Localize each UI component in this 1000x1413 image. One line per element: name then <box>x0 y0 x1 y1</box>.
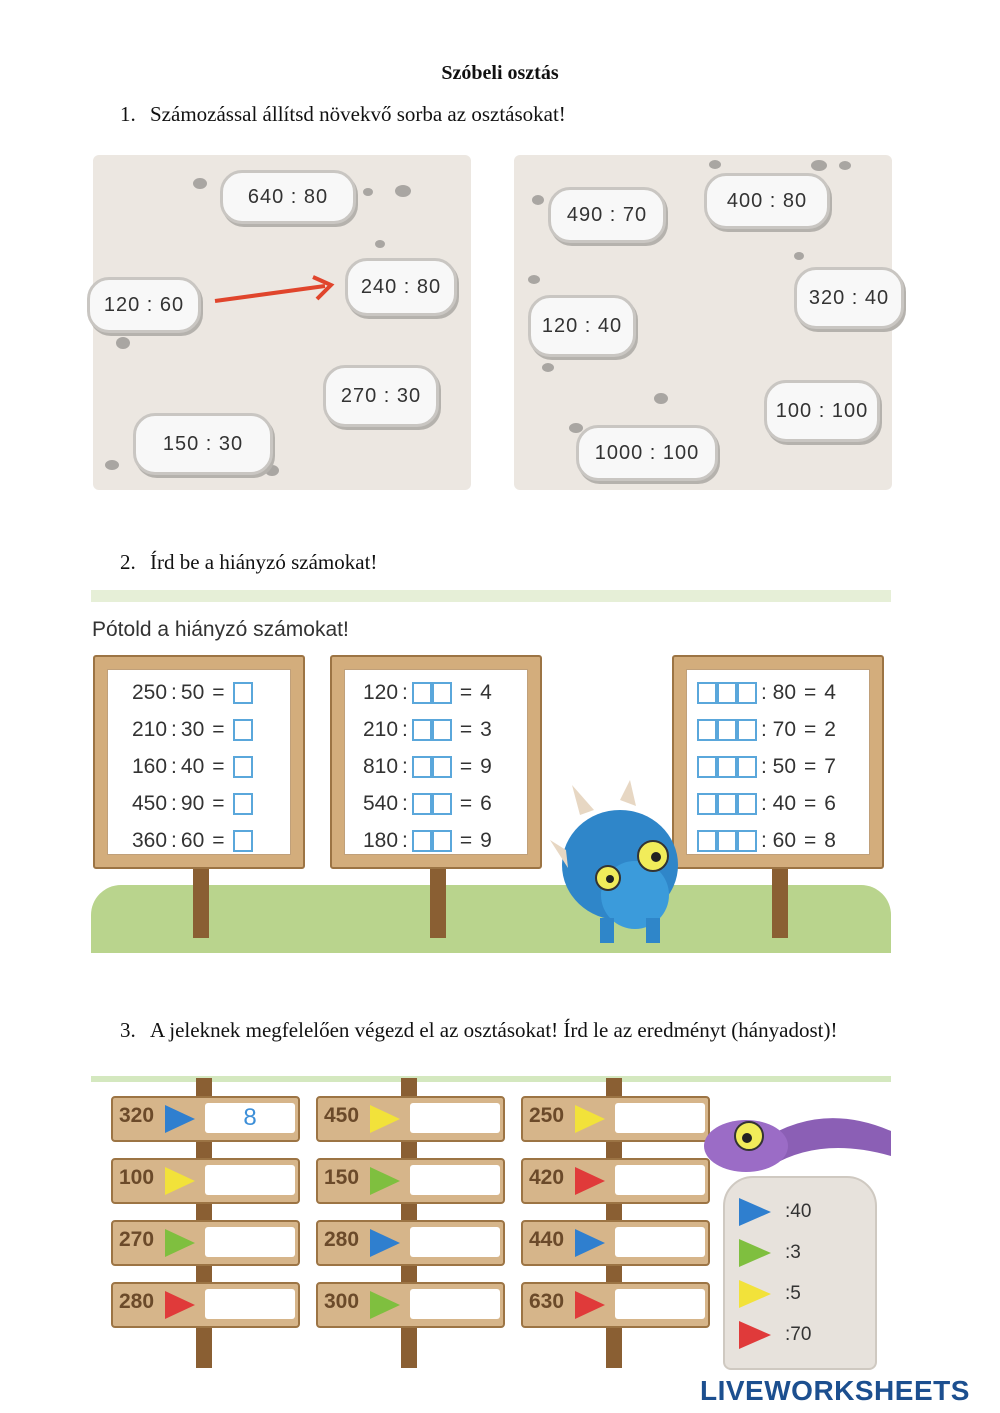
divisor: : 60 <box>761 829 797 852</box>
divisor: 40 <box>180 755 205 778</box>
divisor: : 80 <box>761 681 797 704</box>
answer-field[interactable] <box>410 1289 500 1319</box>
key-row <box>739 1237 801 1269</box>
equals-sign: = <box>459 681 473 704</box>
divisor: 30 <box>180 718 205 741</box>
dividend: 210 <box>132 718 168 741</box>
equation-row <box>108 789 290 819</box>
answer-field[interactable] <box>615 1227 705 1257</box>
stone-division: 120 : 60 <box>87 277 201 333</box>
divide-sign: : <box>402 681 408 704</box>
equals-sign: = <box>804 681 817 704</box>
dividend: 180 <box>363 829 399 852</box>
stone-division: 120 : 40 <box>528 295 636 357</box>
color-triangle-icon <box>370 1229 400 1257</box>
direction-sign <box>316 1096 505 1142</box>
task1-number: 1. <box>120 102 136 126</box>
sign-number: 270 <box>119 1228 155 1251</box>
equals-sign: = <box>459 792 473 815</box>
color-triangle-icon <box>575 1105 605 1133</box>
equals-sign: = <box>212 829 225 852</box>
answer-field[interactable] <box>410 1227 500 1257</box>
quotient: 8 <box>824 829 836 852</box>
key-row <box>739 1196 811 1228</box>
color-triangle-icon <box>575 1291 605 1319</box>
equals-sign: = <box>212 718 225 741</box>
equation-row <box>345 752 527 782</box>
divisor: 60 <box>180 829 205 852</box>
sign-number: 630 <box>529 1290 565 1313</box>
direction-sign <box>316 1282 505 1328</box>
task1-panel-right <box>514 155 892 490</box>
quotient: 7 <box>824 755 836 778</box>
equals-sign: = <box>459 829 473 852</box>
stone-division: 270 : 30 <box>323 365 439 427</box>
stone-division: 150 : 30 <box>133 413 273 475</box>
answer-box[interactable] <box>233 719 253 741</box>
watermark-logo: LIVEWORKSHEETS <box>700 1375 970 1406</box>
equals-sign: = <box>212 681 225 704</box>
answer-box[interactable] <box>697 830 757 852</box>
color-triangle-icon <box>370 1291 400 1319</box>
answer-box[interactable] <box>412 719 452 741</box>
equals-sign: = <box>459 755 473 778</box>
quotient: 6 <box>824 792 836 815</box>
answer-field[interactable] <box>615 1289 705 1319</box>
dividend: 250 <box>132 681 168 704</box>
answer-field[interactable] <box>205 1165 295 1195</box>
answer-box[interactable] <box>697 682 757 704</box>
answer-field[interactable] <box>205 1227 295 1257</box>
divide-sign: : <box>402 829 408 852</box>
key-row <box>739 1278 801 1310</box>
stone-division: 100 : 100 <box>764 380 880 442</box>
blue-dinosaur-icon <box>550 780 690 945</box>
divisor: : 50 <box>761 755 797 778</box>
color-triangle-icon <box>165 1167 195 1195</box>
task2-text: Írd be a hiányzó számokat! <box>150 550 378 574</box>
color-triangle-icon <box>165 1105 195 1133</box>
quotient: 4 <box>480 681 492 704</box>
sign-number: 150 <box>324 1166 360 1189</box>
sign-number: 250 <box>529 1104 565 1127</box>
dividend: 540 <box>363 792 399 815</box>
direction-sign <box>316 1220 505 1266</box>
divisor: 90 <box>180 792 205 815</box>
sign-number: 320 <box>119 1104 155 1127</box>
equation-row <box>345 826 527 856</box>
direction-sign <box>111 1220 300 1266</box>
dividend: 210 <box>363 718 399 741</box>
equation-row <box>687 678 869 708</box>
answer-field[interactable] <box>205 1289 295 1319</box>
divide-sign: : <box>171 718 177 741</box>
equals-sign: = <box>459 718 473 741</box>
answer-box[interactable] <box>412 793 452 815</box>
color-triangle-icon <box>739 1239 771 1267</box>
equation-row <box>108 752 290 782</box>
sign-number: 280 <box>324 1228 360 1251</box>
key-label: :5 <box>785 1283 801 1304</box>
stone-division: 320 : 40 <box>794 267 904 329</box>
board-3 <box>672 655 884 869</box>
color-key-stone <box>723 1176 877 1370</box>
grass <box>91 885 891 953</box>
divide-sign: : <box>402 755 408 778</box>
task3-illustration <box>91 1076 891 1376</box>
color-triangle-icon <box>739 1280 771 1308</box>
color-triangle-icon <box>739 1321 771 1349</box>
quotient: 9 <box>480 829 492 852</box>
direction-sign <box>521 1220 710 1266</box>
task2-top-band <box>91 590 891 602</box>
equals-sign: = <box>212 792 225 815</box>
equation-row <box>108 678 290 708</box>
purple-snake-icon <box>701 1101 891 1181</box>
stone-division: 640 : 80 <box>220 170 356 224</box>
board-2 <box>330 655 542 869</box>
answer-field[interactable] <box>410 1165 500 1195</box>
divide-sign: : <box>402 792 408 815</box>
answer-box[interactable] <box>233 682 253 704</box>
equation-row <box>108 715 290 745</box>
quotient: 3 <box>480 718 492 741</box>
answer-box[interactable] <box>412 682 452 704</box>
dividend: 450 <box>132 792 168 815</box>
stone-division: 1000 : 100 <box>576 425 718 481</box>
color-triangle-icon <box>739 1198 771 1226</box>
divide-sign: : <box>171 792 177 815</box>
divide-sign: : <box>402 718 408 741</box>
sign-number: 300 <box>324 1290 360 1313</box>
stone-division: 490 : 70 <box>548 187 666 243</box>
divisor: : 70 <box>761 718 797 741</box>
direction-sign <box>316 1158 505 1204</box>
dividend: 810 <box>363 755 399 778</box>
sign-number: 420 <box>529 1166 565 1189</box>
equation-row <box>345 678 527 708</box>
red-arrow-icon <box>213 273 343 313</box>
divide-sign: : <box>171 681 177 704</box>
color-triangle-icon <box>575 1167 605 1195</box>
quotient: 9 <box>480 755 492 778</box>
dividend: 160 <box>132 755 168 778</box>
color-triangle-icon <box>165 1229 195 1257</box>
sign-number: 280 <box>119 1290 155 1313</box>
answer-box[interactable] <box>697 756 757 778</box>
equation-row <box>108 826 290 856</box>
key-label: :40 <box>785 1201 812 1222</box>
task3-number: 3. <box>120 1018 136 1042</box>
task1-text: Számozással állítsd növekvő sorba az osztásokat! <box>150 102 566 126</box>
key-label: :70 <box>785 1324 812 1345</box>
task1-heading <box>120 102 566 127</box>
divisor: : 40 <box>761 792 797 815</box>
equals-sign: = <box>804 792 817 815</box>
equation-row <box>345 715 527 745</box>
equation-row <box>687 789 869 819</box>
answer-field[interactable]: 8 <box>205 1103 295 1133</box>
sign-number: 100 <box>119 1166 155 1189</box>
quotient: 4 <box>824 681 836 704</box>
key-label: :3 <box>785 1242 801 1263</box>
equals-sign: = <box>804 829 817 852</box>
stone-division: 240 : 80 <box>345 258 457 316</box>
dividend: 120 <box>363 681 399 704</box>
divide-sign: : <box>171 755 177 778</box>
equation-row <box>687 752 869 782</box>
quotient: 2 <box>824 718 836 741</box>
task2-subtitle: Pótold a hiányzó számokat! <box>92 618 349 641</box>
task2-number: 2. <box>120 550 136 574</box>
divide-sign: : <box>171 829 177 852</box>
answer-box[interactable] <box>697 719 757 741</box>
direction-sign <box>111 1096 300 1142</box>
color-triangle-icon <box>370 1167 400 1195</box>
equals-sign: = <box>804 718 817 741</box>
task3-text: A jeleknek megfelelően végezd el az osztásokat! Írd le az eredményt (hányadost)! <box>150 1018 838 1042</box>
answer-field[interactable] <box>410 1103 500 1133</box>
board-1 <box>93 655 305 869</box>
direction-sign <box>111 1282 300 1328</box>
direction-sign <box>521 1282 710 1328</box>
task2-heading <box>120 550 377 575</box>
equals-sign: = <box>804 755 817 778</box>
key-row <box>739 1319 811 1351</box>
answer-field[interactable] <box>615 1165 705 1195</box>
color-triangle-icon <box>165 1291 195 1319</box>
direction-sign <box>521 1158 710 1204</box>
answer-box[interactable] <box>233 756 253 778</box>
answer-box[interactable] <box>233 830 253 852</box>
task3-heading <box>120 1018 837 1043</box>
direction-sign <box>521 1096 710 1142</box>
divisor: 50 <box>180 681 205 704</box>
quotient: 6 <box>480 792 492 815</box>
equation-row <box>687 715 869 745</box>
color-triangle-icon <box>370 1105 400 1133</box>
direction-sign <box>111 1158 300 1204</box>
dividend: 360 <box>132 829 168 852</box>
equals-sign: = <box>212 755 225 778</box>
task1-panel-left <box>93 155 471 490</box>
page-title: Szóbeli osztás <box>441 62 559 84</box>
equation-row <box>345 789 527 819</box>
answer-box[interactable] <box>233 793 253 815</box>
equation-row <box>687 826 869 856</box>
color-triangle-icon <box>575 1229 605 1257</box>
answer-box[interactable] <box>412 830 452 852</box>
answer-box[interactable] <box>697 793 757 815</box>
answer-field[interactable] <box>615 1103 705 1133</box>
sign-number: 450 <box>324 1104 360 1127</box>
answer-box[interactable] <box>412 756 452 778</box>
stone-division: 400 : 80 <box>704 173 830 229</box>
sign-number: 440 <box>529 1228 565 1251</box>
